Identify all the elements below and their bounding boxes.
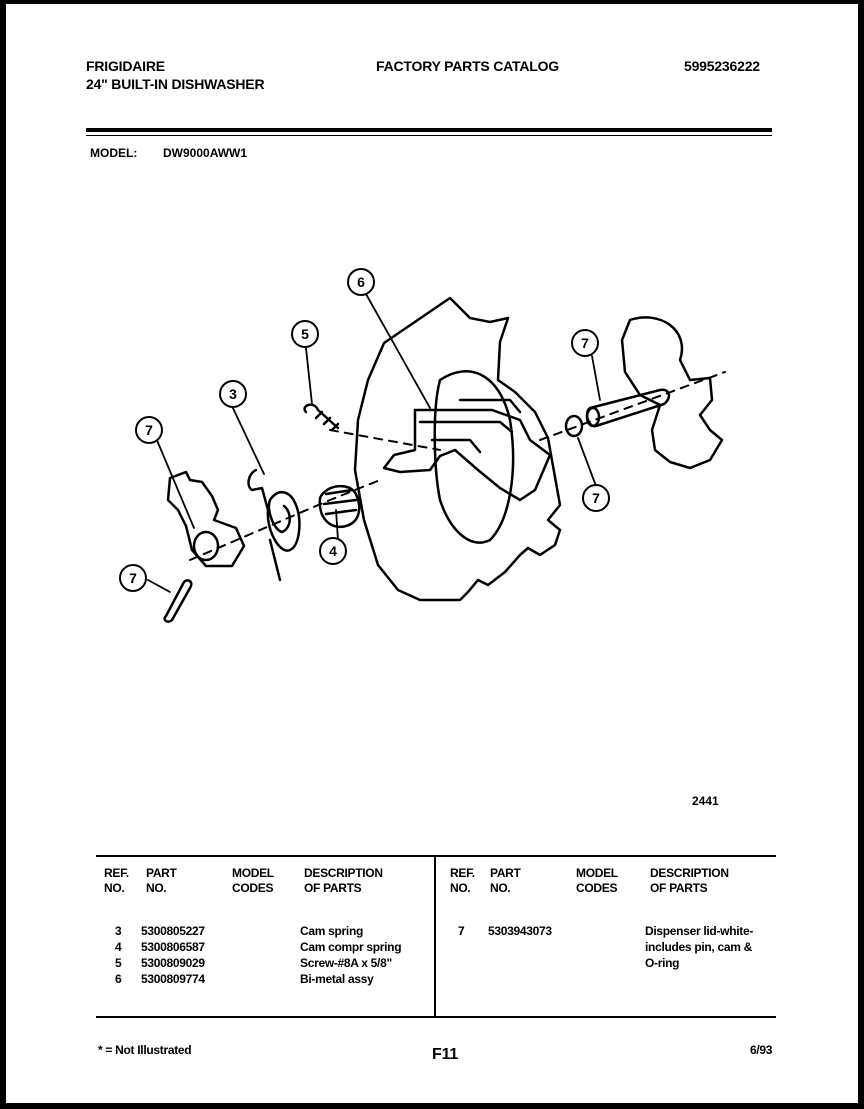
row-part: 5303943073 [488,924,552,938]
footnote: * = Not Illustrated [98,1043,192,1057]
row-part: 5300809774 [141,972,205,986]
row-desc: Cam compr spring [300,940,402,954]
screw [305,405,338,430]
callout-6: 6 [357,274,365,290]
hdr-part-left: PART NO. [146,866,177,895]
row-part: 5300806587 [141,940,205,954]
dispenser-lid [622,317,722,468]
callout-4: 4 [329,543,337,559]
catalog-number: 5995236222 [684,58,760,74]
callout-7-oring: 7 [592,490,600,506]
cam-spring [249,470,300,580]
callout-5: 5 [301,326,309,342]
model-value: DW9000AWW1 [163,146,248,160]
revision-date: 6/93 [750,1043,773,1057]
catalog-title: FACTORY PARTS CATALOG [376,58,559,74]
hdr-ref-left: REF. NO. [104,866,129,895]
illustration-number: 2441 [692,794,719,808]
hdr-model-left: MODEL CODES [232,866,274,895]
row-ref: 3 [115,924,122,938]
callout-7-rod: 7 [581,335,589,351]
hdr-part-right: PART NO. [490,866,521,895]
cam-compression-spring [320,486,359,527]
o-ring [566,416,582,436]
product-name: 24" BUILT-IN DISHWASHER [86,76,265,92]
hdr-desc-right: DESCRIPTION OF PARTS [650,866,729,895]
row-desc-line: O-ring [645,956,680,970]
table-bottom-rule [96,1016,776,1018]
hdr-ref-right: REF. NO. [450,866,475,895]
callout-7-cam: 7 [145,422,153,438]
cam [168,472,244,566]
row-desc-line: includes pin, cam & [645,940,752,954]
dispenser-cup [440,371,513,542]
table-divider [434,855,436,1017]
row-part: 5300809029 [141,956,205,970]
callout-7-pin: 7 [129,570,137,586]
hdr-model-right: MODEL CODES [576,866,618,895]
brand-name: FRIGIDAIRE [86,58,165,74]
row-part: 5300805227 [141,924,205,938]
row-ref: 7 [458,924,465,938]
row-ref: 4 [115,940,122,954]
hdr-desc-left: DESCRIPTION OF PARTS [304,866,383,895]
row-desc: Cam spring [300,924,364,938]
row-ref: 5 [115,956,122,970]
table-top-rule [96,855,776,857]
model-label: MODEL: [90,146,138,160]
row-desc-line: Dispenser lid-white- [645,924,754,938]
row-desc: Screw-#8A x 5/8" [300,956,392,970]
door-panel [355,298,560,600]
page-number: F11 [432,1046,459,1063]
small-pin [165,580,192,621]
bimetal-bracket [384,410,550,500]
row-ref: 6 [115,972,122,986]
callout-3: 3 [229,386,237,402]
row-desc: Bi-metal assy [300,972,374,986]
